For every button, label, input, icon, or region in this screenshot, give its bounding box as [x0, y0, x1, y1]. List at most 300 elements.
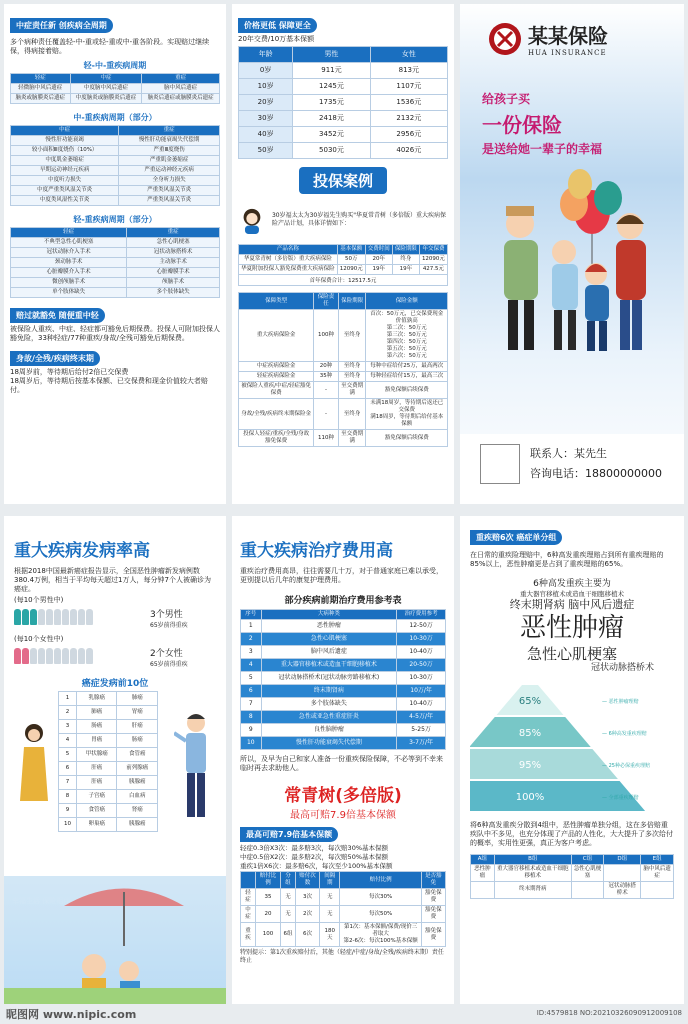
- table-row: [241, 659, 446, 672]
- table-row: [11, 84, 220, 94]
- header-cell: 保障类型: [239, 293, 314, 310]
- table-row: [11, 268, 220, 278]
- table-cell: 中症: [241, 906, 256, 923]
- table-cell: 冠状动脉搭桥术(冠状动脉旁路移植术): [261, 672, 397, 685]
- table-cell: 脑中风后遗症: [641, 864, 674, 881]
- table-cell: 6: [59, 762, 77, 776]
- table-cell: 豁免保费: [421, 889, 445, 906]
- cloud-3: 恶性肿瘤: [519, 613, 624, 644]
- header-cell: 治疗费用参考: [397, 610, 446, 620]
- header-cell: 间隔期: [320, 872, 340, 889]
- table-row: [11, 258, 220, 268]
- groups-table: [470, 854, 674, 899]
- table-row: [239, 111, 448, 127]
- person-icon: [86, 648, 93, 664]
- table-row: [239, 255, 448, 265]
- table-cell: 脑中风后遗症: [261, 646, 397, 659]
- cost-table-title: 部分疾病前期治疗费用参考表: [284, 596, 402, 606]
- table-cell: 180天: [320, 923, 340, 947]
- table-cell: 心脏瓣膜介入手术: [11, 268, 127, 278]
- header-cell: C组: [571, 854, 604, 864]
- umbrella-family-icon: [4, 876, 226, 1004]
- table-row: [241, 724, 446, 737]
- table-row: [239, 79, 448, 95]
- table-row: [59, 804, 158, 818]
- table-cell: 35: [256, 889, 281, 906]
- table-cell: 100: [256, 923, 281, 947]
- table-cell: 第1次：基本保额/保费/现价三者取大 第2-6次：每次100%基本保额: [340, 923, 421, 947]
- table-cell: 投保人轻症/重疾/全残/身故豁免保费: [239, 430, 314, 447]
- s3-table: [10, 227, 220, 298]
- table-row: [11, 288, 220, 298]
- table-cell: 颈动脉手术: [11, 258, 127, 268]
- table-cell: 胰腺癌: [117, 818, 158, 832]
- table-cell: 至交费期满: [338, 430, 366, 447]
- pyramid-layer: [470, 749, 618, 779]
- table-cell: 1: [59, 692, 77, 706]
- table-cell: 中度脑炎或脑膜炎后遗症: [70, 94, 142, 104]
- price-sub: 20年交费/10万基本保额: [238, 35, 315, 43]
- table-cell: 40岁: [239, 127, 293, 143]
- table-row: [241, 646, 446, 659]
- woman-avatar-icon: [238, 200, 266, 240]
- person-icon: [62, 648, 69, 664]
- table-cell: 严重肌金萎缩症: [119, 156, 220, 166]
- header-cell: 轻症: [11, 228, 127, 238]
- pyramid-value: 85%: [518, 727, 542, 739]
- table-cell: 肾癌: [117, 804, 158, 818]
- table-cell: 肝癌: [76, 762, 117, 776]
- header-cell: 赔付比例: [340, 872, 421, 889]
- header-cell: 交费时间: [365, 245, 392, 255]
- person-icon: [54, 609, 61, 625]
- table-row: [239, 143, 448, 159]
- table-cell: 多个肢体缺失: [127, 288, 220, 298]
- table-cell: 8: [241, 711, 262, 724]
- slogan-1: 给孩子买: [482, 92, 531, 106]
- table-cell: 肺癌: [76, 706, 117, 720]
- table-cell: 10-30万: [397, 672, 446, 685]
- person-icon: [38, 609, 45, 625]
- person-icon: [46, 609, 53, 625]
- table-cell: 食管癌: [117, 748, 158, 762]
- table-cell: 主动脉手术: [127, 258, 220, 268]
- table-cell: 5: [59, 748, 77, 762]
- header-cell: 重症: [127, 228, 220, 238]
- table-cell: 2次: [295, 906, 319, 923]
- table-row: [241, 698, 446, 711]
- table-row: [241, 906, 446, 923]
- table-cell: 卵巢癌: [76, 818, 117, 832]
- table-cell: 肠癌: [117, 734, 158, 748]
- table-cell: [641, 881, 674, 898]
- cloud-5: 冠状动脉搭桥术: [590, 663, 654, 674]
- groups-tag: 重疾赔6次 癌症单分组: [470, 530, 562, 545]
- panel-cost: [232, 516, 454, 1004]
- table-cell: 慢性肝功能衰竭失代偿期: [261, 737, 397, 750]
- panel-price: [232, 4, 454, 504]
- table-cell: 单个肢体缺失: [11, 288, 127, 298]
- men-people-icon: [14, 609, 146, 627]
- table-row: [239, 399, 448, 430]
- table-cell: 10-40万: [397, 698, 446, 711]
- table-row: [239, 63, 448, 79]
- table-cell: 无: [320, 889, 340, 906]
- table-cell: 20年: [365, 255, 392, 265]
- table-cell: 甲状腺癌: [76, 748, 117, 762]
- table-row: [471, 864, 674, 881]
- header-cell: 中症: [11, 126, 119, 136]
- cost-table: [240, 609, 446, 750]
- table-cell: 被保险人重疾/中症/轻症豁免保费: [239, 382, 314, 399]
- table-row: [59, 818, 158, 832]
- table-cell: 每种中症给付25万，最高两次: [366, 362, 448, 372]
- table-cell: -: [314, 399, 338, 430]
- table-cell: 8: [59, 790, 77, 804]
- header-cell: 年龄: [239, 47, 293, 63]
- table-row: [11, 176, 220, 186]
- top10-table: [58, 691, 158, 832]
- contact-name: 某先生: [574, 447, 607, 460]
- table-cell: 至终身: [338, 372, 366, 382]
- panel-cycle: [4, 4, 226, 504]
- header-cell: 女性: [370, 47, 447, 63]
- table-cell: 急性心肌梗塞: [571, 864, 604, 881]
- header-cell: 重症: [119, 126, 220, 136]
- person-icon: [38, 648, 45, 664]
- women-people-icon: [14, 648, 146, 666]
- table-cell: 3-7万/年: [397, 737, 446, 750]
- table-cell: 轻症: [241, 889, 256, 906]
- table-cell: 每次30%: [340, 889, 421, 906]
- person-icon: [78, 648, 85, 664]
- header-cell: D组: [604, 854, 641, 864]
- table-cell: 不典型急性心肌梗塞: [11, 238, 127, 248]
- product-name: 常青树(多倍版): [284, 786, 402, 806]
- table-cell: 7: [59, 776, 77, 790]
- price-table: [238, 46, 448, 159]
- slogan-2: 一份保险: [482, 113, 562, 137]
- table-cell: 恶性肿瘤: [261, 620, 397, 633]
- table-cell: 20种: [314, 362, 338, 372]
- table-cell: 肝癌: [117, 720, 158, 734]
- table-cell: 急性心肌梗塞: [127, 238, 220, 248]
- table-cell: 重疾: [241, 923, 256, 947]
- header-cell: 赔付次数: [295, 872, 319, 889]
- table-cell: 1: [241, 620, 262, 633]
- table-row: [59, 734, 158, 748]
- table-row: [239, 310, 448, 362]
- s2-title: 中-重疾病周期（部分）: [73, 113, 157, 122]
- cycle-intro: 多个病种责任覆盖轻-中-重或轻-重或中-重各阶段。实现赔过继续保，得病接着赔。: [10, 38, 210, 55]
- product-table: [238, 244, 448, 275]
- table-cell: 胃癌: [76, 734, 117, 748]
- table-row: [241, 620, 446, 633]
- table-cell: 12090元: [337, 265, 365, 275]
- table-row: [59, 748, 158, 762]
- logo-icon: [488, 22, 522, 56]
- table-cell: 乳腺癌: [76, 692, 117, 706]
- header-cell: B组: [494, 854, 571, 864]
- table-cell: 重大疾病保险金: [239, 310, 314, 362]
- table-cell: 白血病: [117, 790, 158, 804]
- table-cell: 恶性肿瘤: [471, 864, 495, 881]
- table-cell: 冠状动脉介入手术: [11, 248, 127, 258]
- table-cell: 0岁: [239, 63, 293, 79]
- table-row: [241, 633, 446, 646]
- table-cell: 至终身: [338, 310, 366, 362]
- groups-text-2: 将6种高发重疾分散到4组中，恶性肿瘤单独分组，这在多倍赔重疾队中不多见，也充分体现了产品的人性化，大大提升了多次给付的概率，实用性更强，真正为客户考虑。: [470, 820, 673, 847]
- table-cell: 20-50万: [397, 659, 446, 672]
- table-cell: 110种: [314, 430, 338, 447]
- table-cell: 813元: [370, 63, 447, 79]
- table-row: [239, 382, 448, 399]
- table-cell: 50岁: [239, 143, 293, 159]
- family-illustration-icon: [480, 154, 670, 364]
- table-cell: 未满18周岁，等待期后返还已交保费 满18周岁，等待期后给付基本保额: [366, 399, 448, 430]
- table-cell: 4: [59, 734, 77, 748]
- header-cell: [241, 872, 256, 889]
- table-cell: 9: [241, 724, 262, 737]
- multi-line: 中症0.5倍X2次：最多赔2次，每次赔50%基本保额: [240, 853, 389, 861]
- table-cell: 10-30万: [397, 633, 446, 646]
- table-row: [59, 706, 158, 720]
- cost-note: 所以，及早为自己和家人准备一份重疾保险保障，不必等到不幸来临时再去求助他人。: [240, 755, 443, 772]
- bottom-text: 幸福生活 保险相伴: [12, 897, 71, 905]
- table-cell: 4-5万/年: [397, 711, 446, 724]
- case-title: 投保案例: [299, 167, 387, 194]
- table-row: [11, 196, 220, 206]
- header-cell: 年交保费: [419, 245, 447, 255]
- table-cell: 心脏瓣膜手术: [127, 268, 220, 278]
- table-cell: 严重类风湿关节炎: [119, 196, 220, 206]
- cloud-2: 终末期肾病 脑中风后遗症: [509, 598, 635, 612]
- table-row: [11, 146, 220, 156]
- table-cell: 身故/全残/疾病终末期保险金: [239, 399, 314, 430]
- header-cell: 保险期限: [392, 245, 419, 255]
- table-cell: 19年: [392, 265, 419, 275]
- header-cell: E组: [641, 854, 674, 864]
- women-desc: 65岁前得重疾: [150, 661, 188, 668]
- person-icon: [70, 609, 77, 625]
- table-cell: 脑中风后遗症: [142, 84, 220, 94]
- cloud-4: 急性心肌梗塞: [526, 644, 617, 663]
- qr-placeholder: [480, 444, 520, 484]
- table-cell: 至终身: [338, 362, 366, 372]
- table-cell: 35种: [314, 372, 338, 382]
- product-total: 首年保费合计：12517.5元: [238, 275, 448, 286]
- multi-line: 轻症0.3倍X3次：最多赔3次，每次赔30%基本保额: [240, 844, 389, 852]
- table-cell: 肝癌: [76, 776, 117, 790]
- table-cell: 20岁: [239, 95, 293, 111]
- table-cell: 华夏常青树（多倍版）重大疾病保险: [239, 255, 338, 265]
- table-cell: 慢性肝功能衰竭失代偿期: [119, 136, 220, 146]
- table-cell: 每次50%: [340, 906, 421, 923]
- s3-title: 轻-重疾病周期（部分）: [73, 215, 157, 224]
- table-cell: 12090元: [419, 255, 447, 265]
- table-cell: 重大器官移植术或造血干细胞移植术: [261, 659, 397, 672]
- table-cell: 6: [241, 685, 262, 698]
- table-row: [11, 278, 220, 288]
- table-cell: 3: [59, 720, 77, 734]
- header-cell: 男性: [293, 47, 370, 63]
- table-cell: 5030元: [293, 143, 370, 159]
- contact-label: 联系人：: [530, 447, 574, 460]
- table-cell: 19年: [365, 265, 392, 275]
- table-cell: 10万/年: [397, 685, 446, 698]
- table-cell: 6组: [280, 923, 295, 947]
- table-cell: 1107元: [370, 79, 447, 95]
- table-cell: 1735元: [293, 95, 370, 111]
- header-cell: 是否豁免: [421, 872, 445, 889]
- table-row: [11, 136, 220, 146]
- special-tip: 特别提示：第1次重疾赔付后，其他（轻症/中症/身故/全残/疾病终末期）责任终止: [240, 949, 444, 964]
- table-cell: 豁免保额后续保费: [366, 430, 448, 447]
- table-cell: 2: [59, 706, 77, 720]
- table-cell: 豁免保额后续保费: [366, 382, 448, 399]
- table-row: [11, 248, 220, 258]
- table-row: [239, 265, 448, 275]
- death-text: 18周岁前，等待期后给付2倍已交保费 18周岁后，等待期后按基本保额、已交保费和现金价值较大者赔付。: [10, 368, 208, 394]
- table-cell: [571, 881, 604, 898]
- table-cell: 轻症疾病保险金: [239, 372, 314, 382]
- person-icon: [54, 648, 61, 664]
- table-cell: 轻微脑中风后遗症: [11, 84, 71, 94]
- table-cell: 无: [320, 906, 340, 923]
- header-cell: 中症: [70, 74, 142, 84]
- panel-incidence: [4, 516, 226, 1004]
- table-cell: 911元: [293, 63, 370, 79]
- table-cell: 中度肌金萎缩症: [11, 156, 119, 166]
- pyramid-value: 65%: [518, 695, 542, 707]
- table-cell: 严重Ⅲ度烧伤: [119, 146, 220, 156]
- table-cell: 3452元: [293, 127, 370, 143]
- person-icon: [30, 609, 37, 625]
- table-cell: 急性或亚急性重症肝炎: [261, 711, 397, 724]
- pyramid-label: — 6种高发重疾理赔: [602, 730, 647, 737]
- table-cell: 终末期肾病: [261, 685, 397, 698]
- panel-cover: [460, 4, 684, 504]
- person-icon: [70, 648, 77, 664]
- table-row: [241, 672, 446, 685]
- table-row: [11, 186, 220, 196]
- table-row: [11, 94, 220, 104]
- table-row: [241, 711, 446, 724]
- groups-text: 在日常的重疾险理赔中，6种高发重疾理赔占到所有重疾理赔的85%以上，恶性肿瘤更是占到了重疾理赔的65%。: [470, 551, 664, 568]
- table-row: [239, 127, 448, 143]
- table-cell: 5: [241, 672, 262, 685]
- s1-title: 轻-中-重疾病周期: [83, 61, 147, 70]
- table-cell: 子宫癌: [76, 790, 117, 804]
- table-cell: 4026元: [370, 143, 447, 159]
- case-text: 30岁福太太为30岁福先生购买"华夏常青树（多倍版）重大疾病保险产品计划，具体详情如下：: [271, 212, 446, 227]
- table-cell: 良性脑肿瘤: [261, 724, 397, 737]
- table-cell: 终末期肾病: [494, 881, 571, 898]
- men-label: (每10个男性中): [14, 596, 64, 604]
- table-cell: -: [314, 382, 338, 399]
- table-row: [11, 166, 220, 176]
- table-cell: 急性心肌梗塞: [261, 633, 397, 646]
- header-cell: 大病种类: [261, 610, 397, 620]
- table-row: [239, 372, 448, 382]
- table-cell: 前列腺癌: [117, 762, 158, 776]
- table-cell: 中度脑中风后遗症: [70, 84, 142, 94]
- table-row: [59, 776, 158, 790]
- table-cell: 华夏附加投保人豁免保费重大疾病保险: [239, 265, 338, 275]
- waiver-tag: 赔过就豁免 随便重中轻: [10, 308, 105, 323]
- cost-title: 重大疾病治疗费用高: [240, 541, 393, 561]
- table-cell: 严重运动神经元疾病: [119, 166, 220, 176]
- table-cell: 1536元: [370, 95, 447, 111]
- table-cell: 1245元: [293, 79, 370, 95]
- table-cell: 每种轻症给付15万，最高三次: [366, 372, 448, 382]
- pyramid-label: — 25种必保重疾理赔: [602, 762, 650, 769]
- s1-table: [10, 73, 220, 104]
- table-row: [241, 923, 446, 947]
- table-cell: 5-25万: [397, 724, 446, 737]
- incidence-title: 重大疾病发病率高: [14, 541, 150, 561]
- table-cell: 冠状动脉搭桥术: [604, 881, 641, 898]
- table-cell: 无: [280, 906, 295, 923]
- table-cell: 至交费期满: [338, 382, 366, 399]
- phone-number: 18800000000: [585, 467, 662, 480]
- table-row: [241, 737, 446, 750]
- table-cell: 全身听力损失: [119, 176, 220, 186]
- table-cell: 豁免保费: [421, 906, 445, 923]
- table-cell: 2956元: [370, 127, 447, 143]
- table-cell: 中症疾病保险金: [239, 362, 314, 372]
- pyramid-label: — 全部重疾理赔: [602, 794, 639, 801]
- table-cell: 10: [241, 737, 262, 750]
- women-num: 2个女性: [150, 649, 183, 659]
- death-tag: 身故/全残/疾病终末期: [10, 351, 100, 366]
- table-cell: 427.5元: [419, 265, 447, 275]
- header-cell: 保险责任: [314, 293, 338, 310]
- waiver-text: 被保险人重疾、中症、轻症都可豁免后期保费。投保人可附加投保人豁免险，33种轻症/77种重疾/身故/全残可豁免后期保费。: [10, 325, 220, 342]
- table-cell: 10: [59, 818, 77, 832]
- cycle-tag: 中症责任新 创疾病全周期: [10, 18, 113, 33]
- table-cell: 3: [241, 646, 262, 659]
- panel-groups: [460, 516, 684, 1004]
- phone-label: 咨询电话：: [530, 467, 585, 480]
- header-cell: 赔付比例: [256, 872, 281, 889]
- coverage-table: [238, 292, 448, 447]
- multi-line: 重疾1倍X6次：最多赔6次，每次至少100%基本保额: [240, 862, 393, 870]
- pyramid-chart: [470, 681, 674, 815]
- table-cell: 2418元: [293, 111, 370, 127]
- table-cell: 豁免保费: [421, 923, 445, 947]
- woman-figure-icon: [16, 721, 52, 811]
- header-cell: 序号: [241, 610, 262, 620]
- table-cell: 食管癌: [76, 804, 117, 818]
- table-cell: 脑炎后遗症或脑膜炎后遗症: [142, 94, 220, 104]
- s2-table: [10, 125, 220, 206]
- table-row: [11, 238, 220, 248]
- table-cell: [471, 881, 495, 898]
- person-icon: [46, 648, 53, 664]
- table-row: [59, 762, 158, 776]
- table-row: [59, 790, 158, 804]
- person-icon: [14, 648, 21, 664]
- table-cell: 12-50万: [397, 620, 446, 633]
- header-cell: 基本保额: [337, 245, 365, 255]
- table-cell: [604, 864, 641, 881]
- cloud-title: 6种高发重疾主要为: [533, 579, 611, 589]
- multi-tag: 最高可赔7.9倍基本保额: [240, 827, 338, 842]
- person-icon: [14, 609, 21, 625]
- logo-en: HUA INSURANCE: [528, 49, 607, 57]
- table-cell: 微创颅脑手术: [11, 278, 127, 288]
